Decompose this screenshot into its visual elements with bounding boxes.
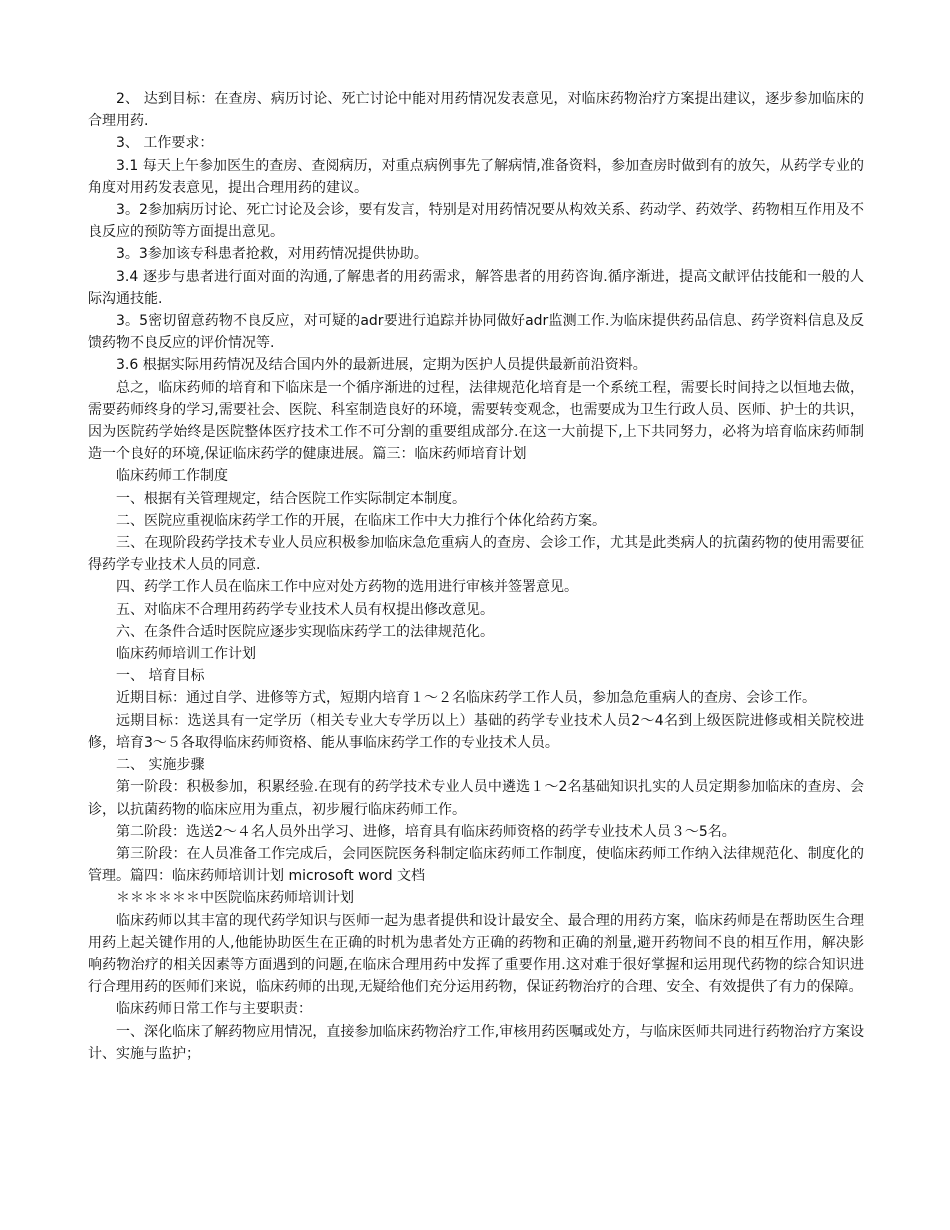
paragraph-system-5: 五、对临床不合理用药药学专业技术人员有权提出修改意见。 — [116, 601, 494, 618]
paragraph-requirements-heading: 3、 工作要求： — [116, 135, 214, 152]
paragraph-system-1: 一、根据有关管理规定，结合医院工作实际制定本制度。 — [116, 490, 466, 507]
paragraph-system-6: 六、在条件合适时医院应逐步实现临床药学工的法律规范化。 — [116, 623, 494, 640]
paragraph-long-term-goal: 远期目标：选送具有一定学历（相关专业大专学历以上）基础的药学专业技术人员2～4名到上级医院进修或相关院校进修，培育3～５各取得临床药师资格、能从事临床药学工作的专业技术人员。 — [88, 712, 864, 751]
paragraph-near-term-goal: 近期目标：通过自学、进修等方式，短期内培育１～２名临床药学工作人员，参加急危重病人的查房、会诊工作。 — [116, 690, 816, 707]
heading-work-system: 临床药师工作制度 — [116, 468, 228, 485]
paragraph-stage-2: 第二阶段：选送2～４名人员外出学习、进修，培育具有临床药师资格的药学专业技术人员３～5名。 — [116, 823, 736, 840]
heading-training-plan: 临床药师培训工作计划 — [116, 646, 256, 663]
paragraph-3-4: 3.4 逐步与患者进行面对面的沟通,了解患者的用药需求，解答患者的用药咨询.循序渐进，提高文献评估技能和一般的人际沟通技能. — [88, 268, 864, 307]
paragraph-stage-3: 第三阶段：在人员准备工作完成后，会同医院医务科制定临床药师工作制度，使临床药师工作纳入法律规范化、制度化的管理。篇四：临床药师培训计划 microsoft word 文档 — [88, 845, 864, 885]
paragraph-duty-1: 一、深化临床了解药物应用情况，直接参加临床药物治疗工作,审核用药医嘱或处方，与临床医师共同进行药物治疗方案设计、实施与监护； — [88, 1023, 864, 1062]
heading-implementation-steps: 二、 实施步骤 — [116, 757, 205, 774]
paragraph-3-2: 3。2参加病历讨论、死亡讨论及会诊，要有发言，特别是对用药情况要从构效关系、药动学、药效学、药物相互作用及不良反应的预防等方面提出意见。 — [88, 202, 864, 241]
document-page — [88, 88, 864, 1065]
paragraph-stage-1: 第一阶段：积极参加，积累经验.在现有的药学技术专业人员中遴选１～2名基础知识扎实的人员定期参加临床的查房、会诊，以抗菌药物的临床应用为重点，初步履行临床药师工作。 — [88, 779, 864, 818]
paragraph-3-6: 3.6 根据实际用药情况及结合国内外的最新进展，定期为医护人员提供最新前沿资料。 — [116, 357, 647, 374]
paragraph-3-1: 3.1 每天上午参加医生的查房、查阅病历，对重点病例事先了解病情,准备资料，参加查房时做到有的放矢，从药学专业的角度对用药发表意见，提出合理用药的建议。 — [88, 157, 864, 196]
paragraph-3-3: 3。3参加该专科患者抢救，对用药情况提供协助。 — [116, 246, 428, 263]
paragraph-goal: 2、 达到目标：在查房、病历讨论、死亡讨论中能对用药情况发表意见，对临床药物治疗方案提出建议，逐步参加临床的合理用药. — [88, 91, 864, 130]
paragraph-pharmacist-role: 临床药师以其丰富的现代药学知识与医师一起为患者提供和设计最安全、最合理的用药方案，临床药师是在帮助医生合理用药上起关键作用的人,他能协助医生在正确的时机为患者处方正确的药物和正确的剂量,避开药物间不良的相互作用，解决影响药物治疗的相关因素等方面遇到的问题,在临床合理用药中发挥了重要作用.这对难于很好掌握和运用现代药物的综合知识进行合理用药的医师们来说，临床药师的出现,无疑给他们充分运用药物，保证药物治疗的合理、安全、有效提供了有力的保障。 — [88, 912, 864, 996]
paragraph-summary: 总之，临床药师的培育和下临床是一个循序渐进的过程，法律规范化培育是一个系统工程，需要长时间持之以恒地去做，需要药师终身的学习,需要社会、医院、科室制造良好的环境，需要转变观念，也需要成为卫生行政人员、医师、护士的共识，因为医院药学始终是医院整体医疗技术工作不可分割的重要组成部分.在这一大前提下,上下共同努力，必将为培育临床药师制造一个良好的环境,保证临床药学的健康进展。篇三：临床药师培育计划 — [88, 379, 864, 463]
paragraph-system-3: 三、在现阶段药学技术专业人员应积极参加临床急危重病人的查房、会诊工作，尤其是此类病人的抗菌药物的使用需要征得药学专业技术人员的同意. — [88, 535, 864, 574]
paragraph-system-4: 四、药学工作人员在临床工作中应对处方药物的选用进行审核并签署意见。 — [116, 579, 578, 596]
paragraph-system-2: 二、医院应重视临床药学工作的开展，在临床工作中大力推行个体化给药方案。 — [116, 512, 606, 529]
heading-hospital-training-plan: ＊＊＊＊＊＊中医院临床药师培训计划 — [116, 890, 354, 907]
heading-training-goal: 一、 培育目标 — [116, 668, 205, 685]
paragraph-3-5: 3。5密切留意药物不良反应，对可疑的adr要进行追踪并协同做好adr监测工作.为临床提供药品信息、药学资料信息及反馈药物不良反应的评价情况等. — [88, 313, 864, 352]
heading-daily-duties: 临床药师日常工作与主要职责： — [116, 1001, 312, 1018]
